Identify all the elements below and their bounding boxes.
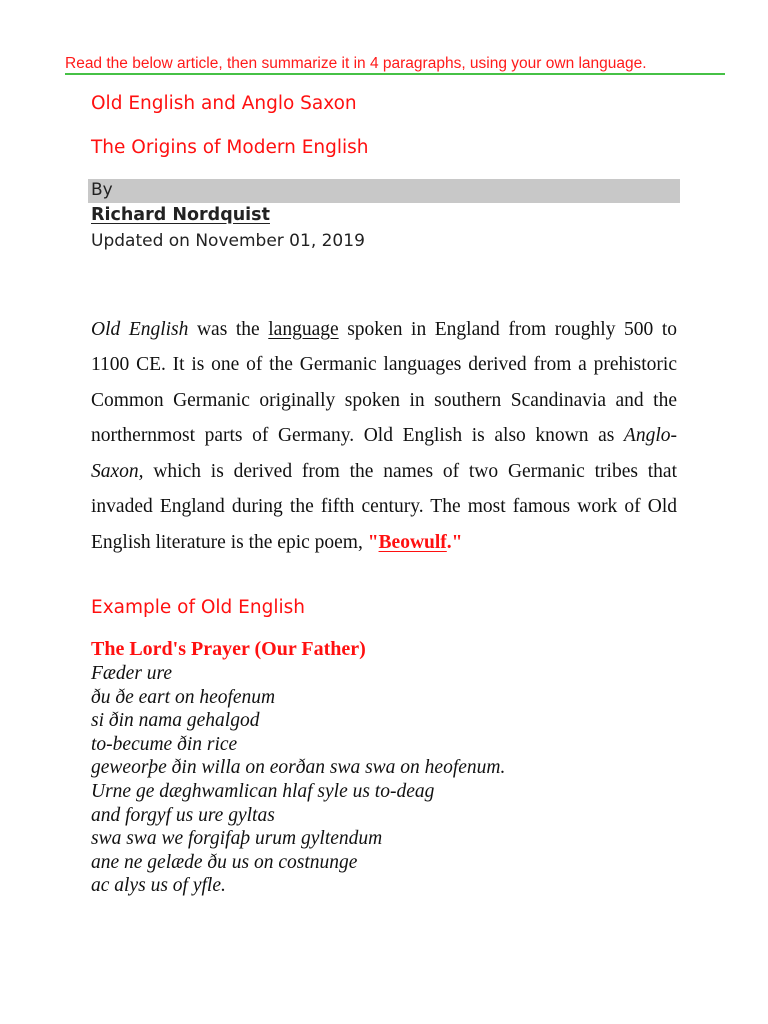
prayer-lines (91, 662, 505, 898)
author-link[interactable]: Richard Nordquist (91, 205, 270, 225)
byline-by: By (91, 180, 113, 200)
quote-close: ." (446, 531, 463, 553)
language-link[interactable]: language (268, 318, 339, 340)
intro-paragraph (91, 312, 677, 561)
paragraph-text: spoken in England from roughly 500 to 1100 CE. It is one of the Germanic languages derived from a prehistoric Common Germanic originally spoken in southern Scandinavia and the northernmost parts of Germany. Old English is also known as (91, 318, 677, 446)
beowulf-link[interactable]: Beowulf (378, 531, 447, 553)
prayer-line: swa swa we forgifaþ urum gyltendum (91, 828, 383, 850)
prayer-line: ðu ðe eart on heofenum (91, 686, 276, 708)
prayer-line: to-becume ðin rice (91, 733, 238, 755)
article-subtitle: The Origins of Modern English (91, 137, 369, 158)
prayer-line: ac alys us of yfle. (91, 875, 226, 897)
instruction-underline (65, 73, 725, 75)
quote-open: " (367, 531, 379, 553)
prayer-line: geweorþe ðin willa on eorðan swa swa on heofenum. (91, 757, 506, 779)
prayer-line: Urne ge dæghwamlican hlaf syle us to-deag (91, 780, 435, 802)
instruction-text: Read the below article, then summarize it in 4 paragraphs, using your own language. (65, 55, 647, 72)
prayer-line: si ðin nama gehalgod (91, 710, 260, 732)
byline-bar (88, 179, 680, 203)
term-anglo-saxon: Anglo-Saxon, (91, 425, 677, 482)
term-old-english: Old English (91, 318, 189, 340)
prayer-line: ane ne gelæde ðu us on costnunge (91, 851, 358, 873)
paragraph-text: was the (188, 318, 269, 340)
article-title: Old English and Anglo Saxon (91, 93, 357, 114)
updated-date: Updated on November 01, 2019 (91, 231, 365, 251)
prayer-title: The Lord's Prayer (Our Father) (91, 638, 366, 660)
prayer-line: and forgyf us ure gyltas (91, 804, 275, 826)
paragraph-text: which is derived from the names of two Germanic tribes that invaded England during the fifth century. The most famous work of Old English literature is the epic poem, (91, 460, 677, 553)
example-heading: Example of Old English (91, 597, 305, 618)
beowulf-reference (368, 532, 463, 553)
prayer-line: Fæder ure (91, 663, 173, 684)
